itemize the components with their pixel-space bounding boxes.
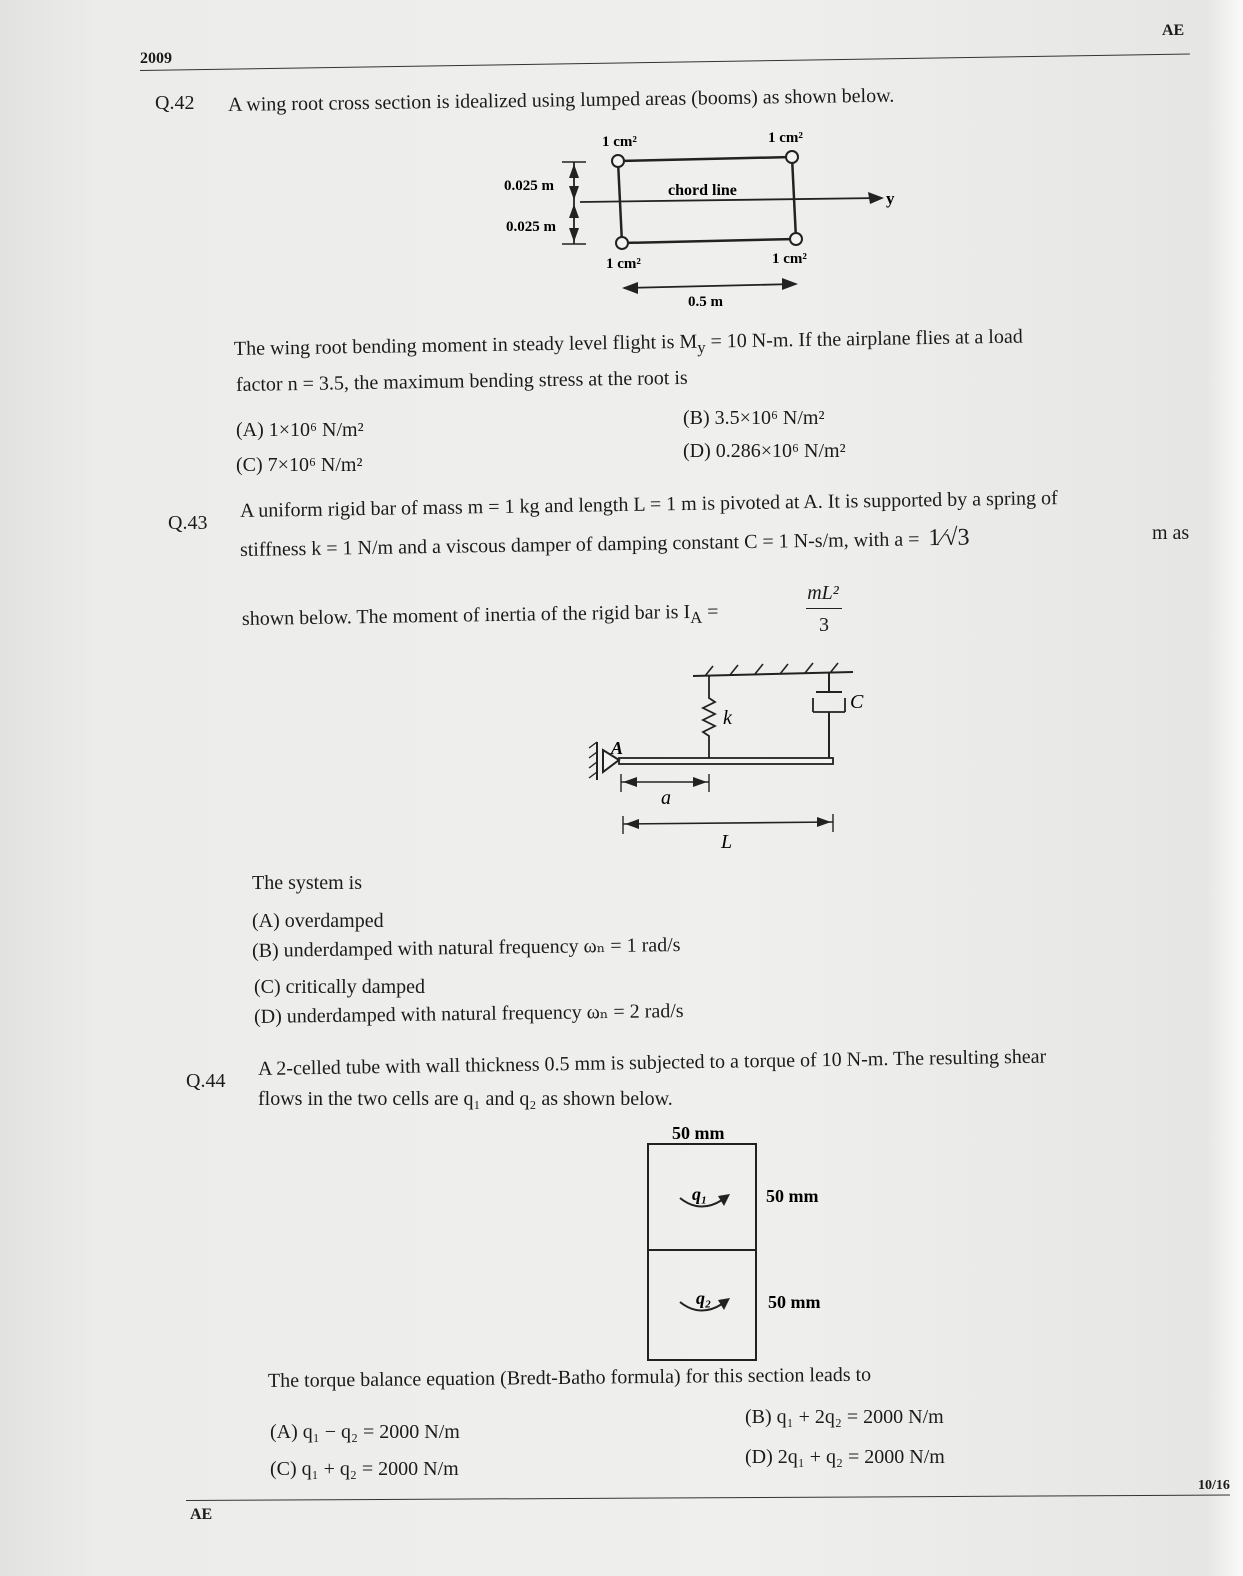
cell1-height: 50 mm bbox=[766, 1186, 819, 1206]
pivot-a-label: A bbox=[611, 738, 624, 758]
q42-body-text: The wing root bending moment in steady level flight is M bbox=[233, 330, 698, 360]
boom-bottom-right bbox=[790, 233, 802, 245]
q43-line2 bbox=[240, 523, 970, 566]
year-header: 2009 bbox=[140, 50, 172, 67]
q43-line3-text: shown below. The moment of inertia of the rigid bar is I bbox=[241, 600, 691, 630]
q44-number: Q.44 bbox=[186, 1070, 226, 1092]
paper-code-header: AE bbox=[1162, 22, 1185, 39]
q43-line2-text: stiffness k = 1 N/m and a viscous damper of damping constant C = 1 N-s/m, with a = bbox=[239, 528, 925, 561]
q43-option-b: (B) underdamped with natural frequency ωₙ = 1 rad/s bbox=[251, 934, 681, 962]
q43-inertia-denominator: 3 bbox=[819, 614, 829, 636]
q43-inertia-subscript: A bbox=[690, 607, 703, 627]
q43-option-d: (D) underdamped with natural frequency ωₙ = 2 rad/s bbox=[253, 1000, 684, 1028]
q42-question-text: A wing root cross section is idealized using lumped areas (booms) as shown below. bbox=[227, 84, 895, 116]
boom-tr-label: 1 cm² bbox=[768, 130, 803, 146]
boom-top-right bbox=[786, 151, 798, 163]
q43-system-is: The system is bbox=[252, 872, 362, 894]
q43-line3 bbox=[242, 597, 719, 640]
tube-top-width: 50 mm bbox=[672, 1123, 725, 1143]
spring-damper-bar-figure bbox=[575, 650, 875, 860]
q43-option-a: (A) overdamped bbox=[252, 910, 384, 932]
q42-number: Q.42 bbox=[155, 92, 195, 114]
page-number: 10/16 bbox=[1198, 1478, 1230, 1493]
q43-inertia-numerator: mL² bbox=[807, 582, 839, 604]
q43-line2-end: m as bbox=[1152, 522, 1190, 544]
q44-option-a: (A) q₁ − q₂ = 2000 N/m bbox=[270, 1421, 460, 1443]
boom-bl-label: 1 cm² bbox=[606, 256, 641, 272]
two-cell-tube-figure bbox=[640, 1118, 880, 1388]
q44-line1: A 2-celled tube with wall thickness 0.5 mm is subjected to a torque of 10 N-m. The resulting shear bbox=[257, 1045, 1047, 1080]
l-dimension-label: L bbox=[721, 831, 733, 853]
q42-body-text-rest: = 10 N-m. If the airplane flies at a load bbox=[705, 325, 1023, 353]
q42-body-line1 bbox=[234, 322, 1023, 370]
q43-option-c: (C) critically damped bbox=[254, 976, 426, 998]
boom-br-label: 1 cm² bbox=[772, 251, 807, 267]
q42-option-b: (B) 3.5×10⁶ N/m² bbox=[683, 407, 825, 429]
dim-bottom-label: 0.025 m bbox=[506, 219, 556, 235]
damper-c-label: C bbox=[850, 691, 864, 713]
q1-label: q₁ bbox=[692, 1184, 708, 1204]
wing-boom-figure bbox=[490, 120, 920, 310]
q43-line1: A uniform rigid bar of mass m = 1 kg and length L = 1 m is pivoted at A. It is supported by a spring of bbox=[239, 487, 1058, 522]
boom-tl-label: 1 cm² bbox=[602, 134, 637, 150]
width-label: 0.5 m bbox=[688, 294, 723, 310]
paper-code-footer: AE bbox=[190, 1506, 213, 1523]
a-dimension-label: a bbox=[661, 787, 671, 809]
q43-equals: = bbox=[701, 600, 719, 623]
q2-label: q₂ bbox=[696, 1288, 712, 1308]
footer-rule bbox=[186, 1495, 1230, 1501]
q42-body-line2: factor n = 3.5, the maximum bending stress at the root is bbox=[235, 366, 688, 396]
q42-option-a: (A) 1×10⁶ N/m² bbox=[236, 419, 364, 441]
y-axis-label: y bbox=[886, 189, 895, 208]
header-rule bbox=[140, 54, 1190, 71]
q44-option-c: (C) q₁ + q₂ = 2000 N/m bbox=[270, 1458, 459, 1480]
q44-option-d: (D) 2q₁ + q₂ = 2000 N/m bbox=[745, 1446, 945, 1468]
q43-fraction-bar bbox=[806, 608, 842, 609]
q44-line2: flows in the two cells are q₁ and q₂ as shown below. bbox=[258, 1088, 673, 1110]
boom-top-left bbox=[612, 155, 624, 167]
cell2-height: 50 mm bbox=[768, 1292, 821, 1312]
spring-k-label: k bbox=[723, 707, 732, 729]
q42-option-c: (C) 7×10⁶ N/m² bbox=[236, 454, 363, 476]
q43-a-fraction: 1⁄√3 bbox=[928, 524, 970, 552]
q44-torque-text: The torque balance equation (Bredt-Batho formula) for this section leads to bbox=[267, 1363, 872, 1392]
q42-option-d: (D) 0.286×10⁶ N/m² bbox=[683, 440, 846, 462]
q44-option-b: (B) q₁ + 2q₂ = 2000 N/m bbox=[745, 1406, 944, 1428]
boom-bottom-left bbox=[616, 237, 628, 249]
dim-top-label: 0.025 m bbox=[504, 178, 554, 194]
q43-number: Q.43 bbox=[168, 512, 208, 534]
chord-line-label: chord line bbox=[668, 182, 737, 199]
q42-moment-subscript: y bbox=[697, 337, 706, 357]
